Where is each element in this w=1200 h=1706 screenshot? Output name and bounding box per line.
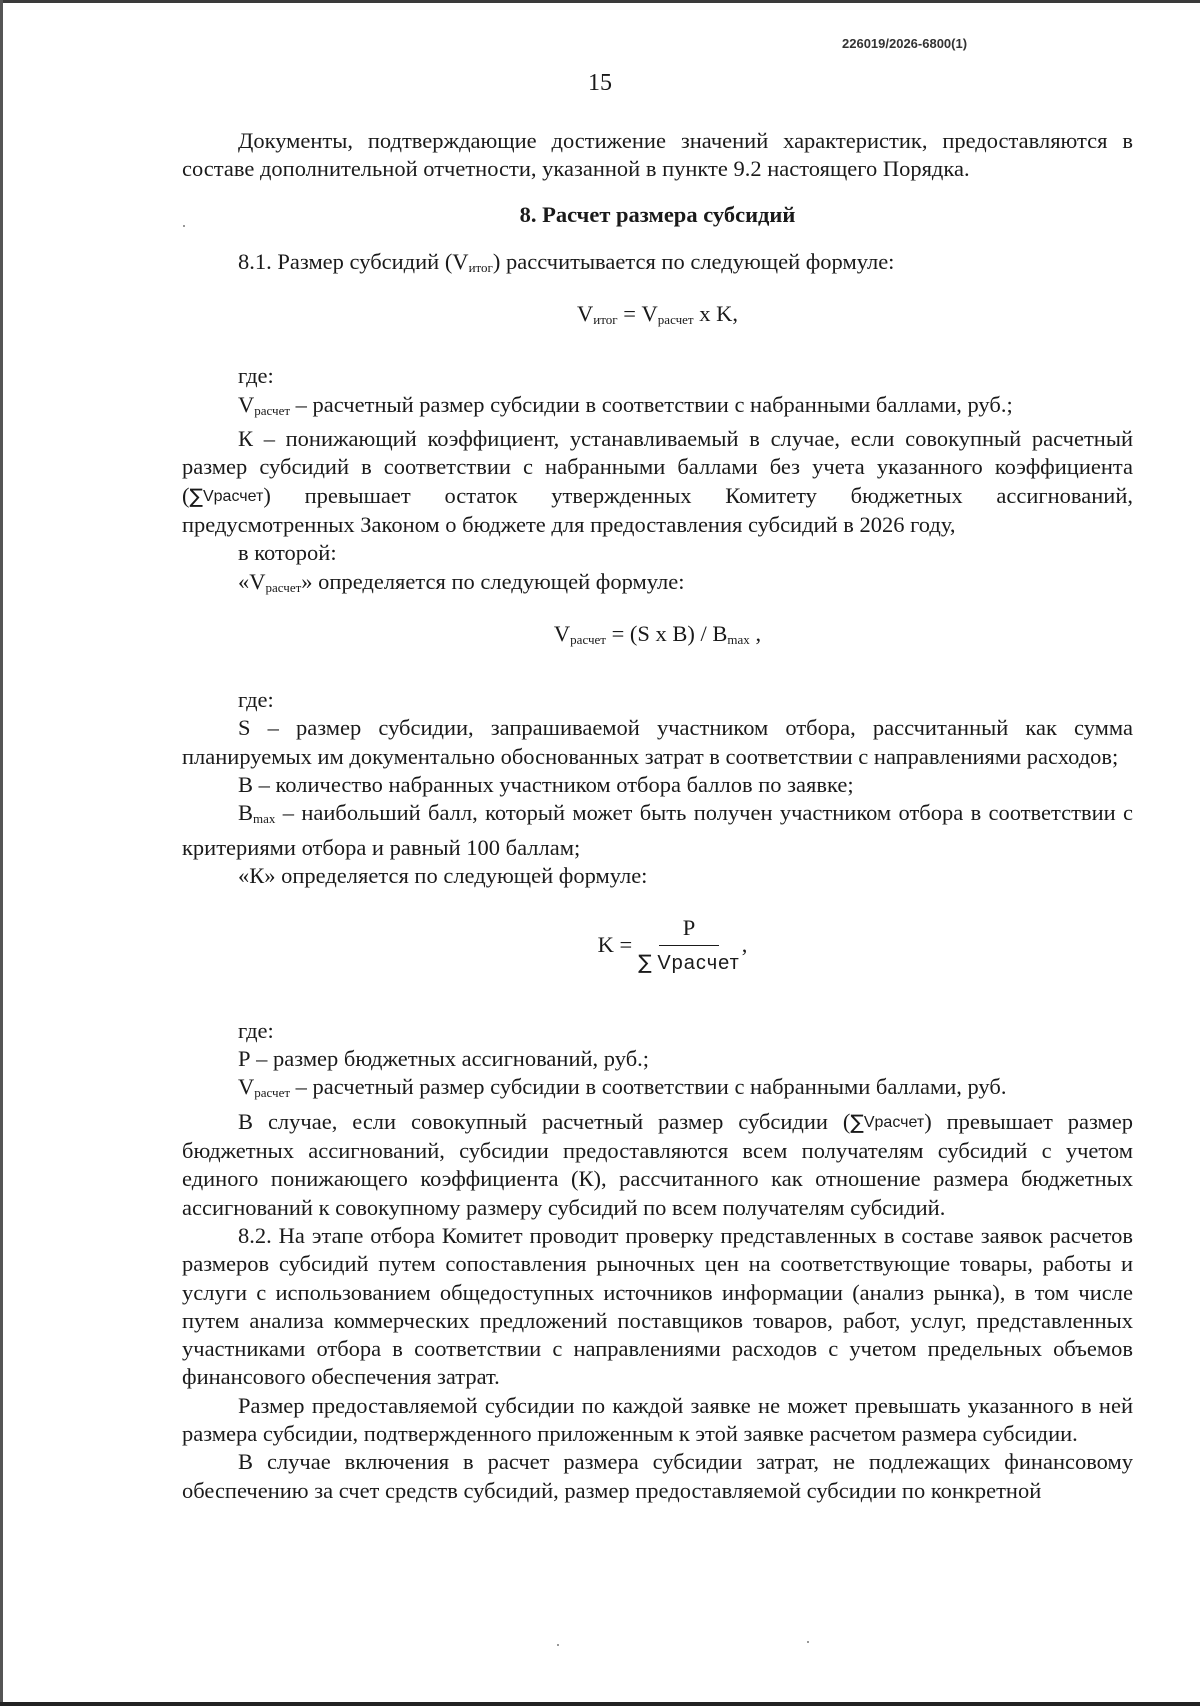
definition-bmax: $B_{max}$ – наибольший балл, который может быть получен участником отбора в соответствии с критериями отбора и равный 100 баллам;	[182, 800, 1133, 860]
formula-v-raschet: $V_{расчет} = (S$ x $B) / B_{max}$ ,	[553, 620, 762, 647]
formula-k-comma: ,	[741, 932, 748, 958]
formula-v-itog: $V_{итог} = V_{расчет}$ x K,	[577, 301, 738, 328]
definition-b: В – количество набранных участником отбора баллов по заявке;	[238, 772, 854, 798]
paragraph-intro: Документы, подтверждающие достижение значений характеристик, предоставляются в составе дополнительной отчетности, указанной в пункте 9.2 настоящего Порядка.	[182, 128, 1133, 182]
paragraph-case-exceeds: В случае, если совокупный расчетный размер субсидии (∑Vрасчет) превышает размер бюджетных ассигнований, субсидии предоставляются всем получателям субсидий с учетом единого понижающего коэффициента (К), рассчитанного как отношение размера бюджетных ассигнований к совокупному размеру субсидий по всем получателям субсидий.	[182, 1108, 1133, 1220]
document-body	[182, 127, 1133, 1505]
page-number: 15	[588, 70, 612, 96]
where-label-1: где:	[238, 363, 274, 389]
paragraph-last: В случае включения в расчет размера субсидии затрат, не подлежащих финансовому обеспечению за счет средств субсидий, размер предоставляемой субсидии по конкретной	[182, 1449, 1133, 1503]
definition-k: К – понижающий коэффициент, устанавливаемый в случае, если совокупный расчетный размер субсидий в соответствии с набранными баллами без учета указанного коэффициента (∑Vрасчет) превышает остаток утвержденных Комитету бюджетных ассигнований, предусмотренных Законом о бюджете для предоставления субсидий в 2026 году,	[182, 426, 1133, 537]
where-label-2: где:	[238, 687, 274, 713]
definition-p: Р – размер бюджетных ассигнований, руб.;	[238, 1046, 650, 1072]
in-which-label: в которой:	[238, 540, 337, 566]
scan-speck	[807, 1641, 809, 1643]
document-id: 226019/2026-6800(1)	[842, 36, 968, 51]
where-label-3: где:	[238, 1017, 274, 1043]
scan-edge-top	[0, 0, 1200, 3]
formula-k	[212, 914, 1133, 977]
definition-s: S – размер субсидии, запрашиваемой участником отбора, рассчитанный как сумма планируемых им документально обоснованных затрат в соответствии с направлениями расходов;	[182, 715, 1133, 769]
definition-v-raschet-2: $V_{расчет}$ – расчетный размер субсидии в соответствии с набранными баллами, руб.	[238, 1074, 1007, 1101]
definition-v-raschet: $V_{расчет}$ – расчетный размер субсидии в соответствии с набранными баллами, руб.;	[238, 391, 1013, 418]
formula-k-lhs: K =	[597, 932, 633, 958]
formula-k-denominator: ∑ Vрасчет	[638, 949, 740, 974]
paragraph-8-2: 8.2. На этапе отбора Комитет проводит проверку представленных в составе заявок расчетов размеров субсидий путем сопоставления рыночных цен на соответствующие товары, работы и услуги с использованием общедоступных источников информации (анализ рынка), в том числе путем анализа коммерческих предложений поставщиков товаров, работ, услуг, представленных участниками отбора в соответствии с направлениями расходов с учетом предельных объемов финансового обеспечения затрат.	[182, 1222, 1133, 1390]
paragraph-subsidy-size: Размер предоставляемой субсидии по каждой заявке не может превышать указанного в ней размера субсидии, подтвержденного приложенным к этой заявке расчетом размера субсидии.	[182, 1392, 1133, 1446]
scan-speck	[183, 225, 185, 227]
formula-k-numerator: P	[659, 914, 720, 945]
v-raschet-definition-line: «$V_{расчет}$» определяется по следующей формуле:	[238, 568, 685, 595]
scan-speck	[557, 1644, 559, 1646]
scan-edge-bottom	[0, 1702, 1200, 1706]
paragraph-8-1: 8.1. Размер субсидий $(V_{итог})$ рассчитывается по следующей формуле:	[238, 248, 895, 275]
scan-edge-left	[0, 0, 3, 1706]
section-heading: 8. Расчет размера субсидий	[519, 201, 796, 227]
formula-k-fraction	[638, 914, 740, 977]
k-definition-line: «К» определяется по следующей формуле:	[238, 862, 648, 888]
